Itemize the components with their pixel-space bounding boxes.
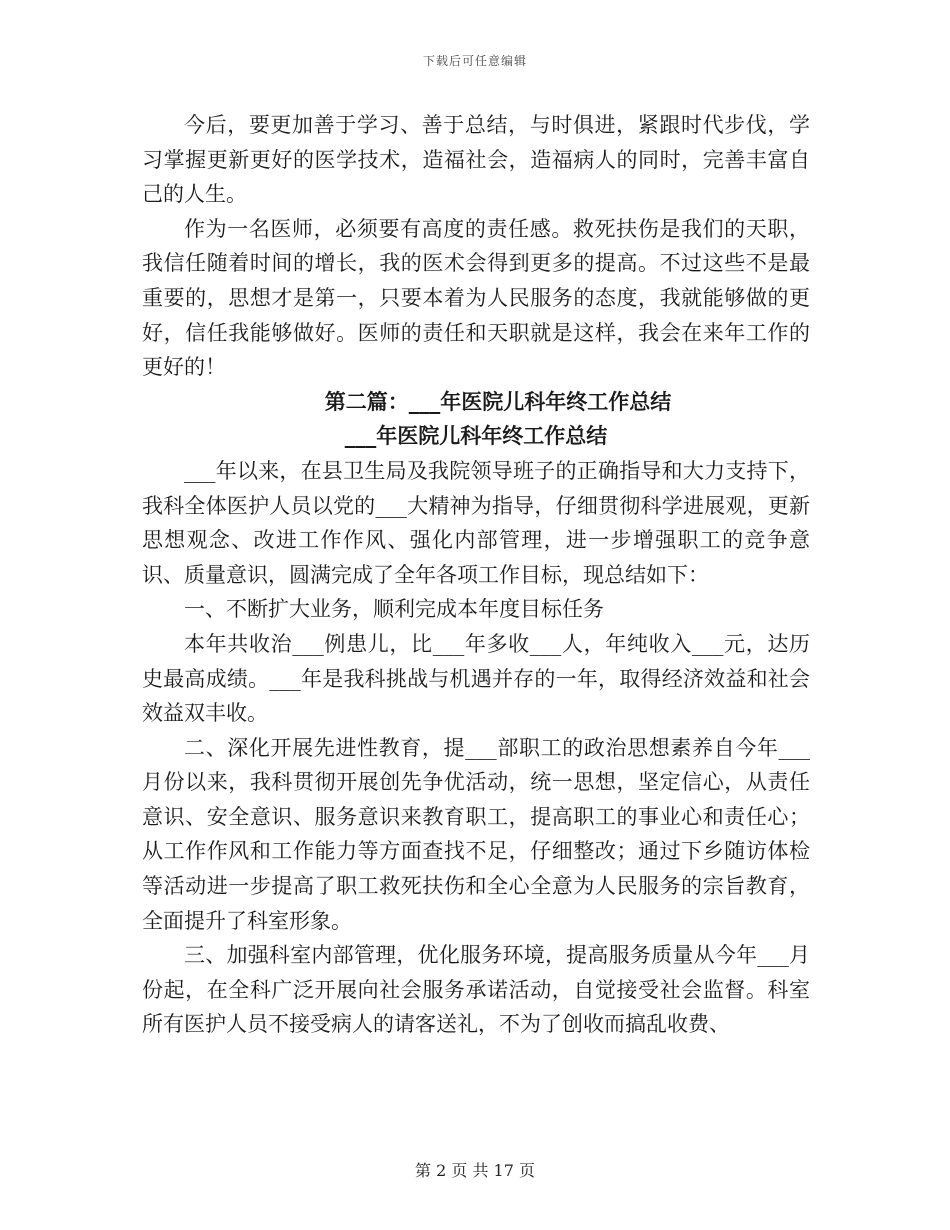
paragraph: 三、加强科室内部管理，优化服务环境，提高服务质量从今年___月份起，在全科广泛开展向社会服务承诺活动，自觉接受社会监督。科室所有医护人员不接受病人的请客送礼，不为了创收而搞乱收费、 xyxy=(142,943,810,1037)
page-header-note: 下载后可任意编辑 xyxy=(422,54,527,68)
section-heading: 第二篇：___年医院儿科年终工作总结 xyxy=(324,388,672,414)
paragraph: 一、不断扩大业务，顺利完成本年度目标任务 xyxy=(184,597,604,622)
paragraph: 作为一名医师，必须要有高度的责任感。救死扶伤是我们的天职，我信任随着时间的增长，我的医术会得到更多的提高。不过这些不是最重要的，思想才是第一，只要本着为人民服务的态度，我就能够做的更好，信任我能够做好。医师的责任和天职就是这样，我会在来年工作的更好的！ xyxy=(142,216,810,380)
document-body xyxy=(142,108,810,1042)
paragraph: 二、深化开展先进性教育，提___部职工的政治思想素养自今年___月份以来，我科贯彻开展创先争优活动，统一思想，坚定信心，从责任意识、安全意识、服务意识来教育职工，提高职工的事业心和责任心；从工作作风和工作能力等方面查找不足，仔细整改；通过下乡随访体检等活动进一步提高了职工救死扶伤和全心全意为人民服务的宗旨教育，全面提升了科室形象。 xyxy=(142,735,810,933)
paragraph: 本年共收治___例患儿，比___年多收___人，年纯收入___元，达历史最高成绩。___年是我科挑战与机遇并存的一年，取得经济效益和社会效益双丰收。 xyxy=(142,631,810,726)
paragraph: 今后，要更加善于学习、善于总结，与时俱进，紧跟时代步伐，学习掌握更新更好的医学技术，造福社会，造福病人的同时，完善丰富自己的人生。 xyxy=(142,113,810,207)
paragraph: ___年以来，在县卫生局及我院领导班子的正确指导和大力支持下，我科全体医护人员以党的___大精神为指导，仔细贯彻科学进展观，更新思想观念、改进工作作风、强化内部管理，进一步增强职工的竞争意识、质量意识，圆满完成了全年各项工作目标，现总结如下： xyxy=(142,458,810,587)
page-number-footer: 第 2 页 共 17 页 xyxy=(415,1161,535,1180)
article-title: ___年医院儿科年终工作总结 xyxy=(344,423,608,449)
